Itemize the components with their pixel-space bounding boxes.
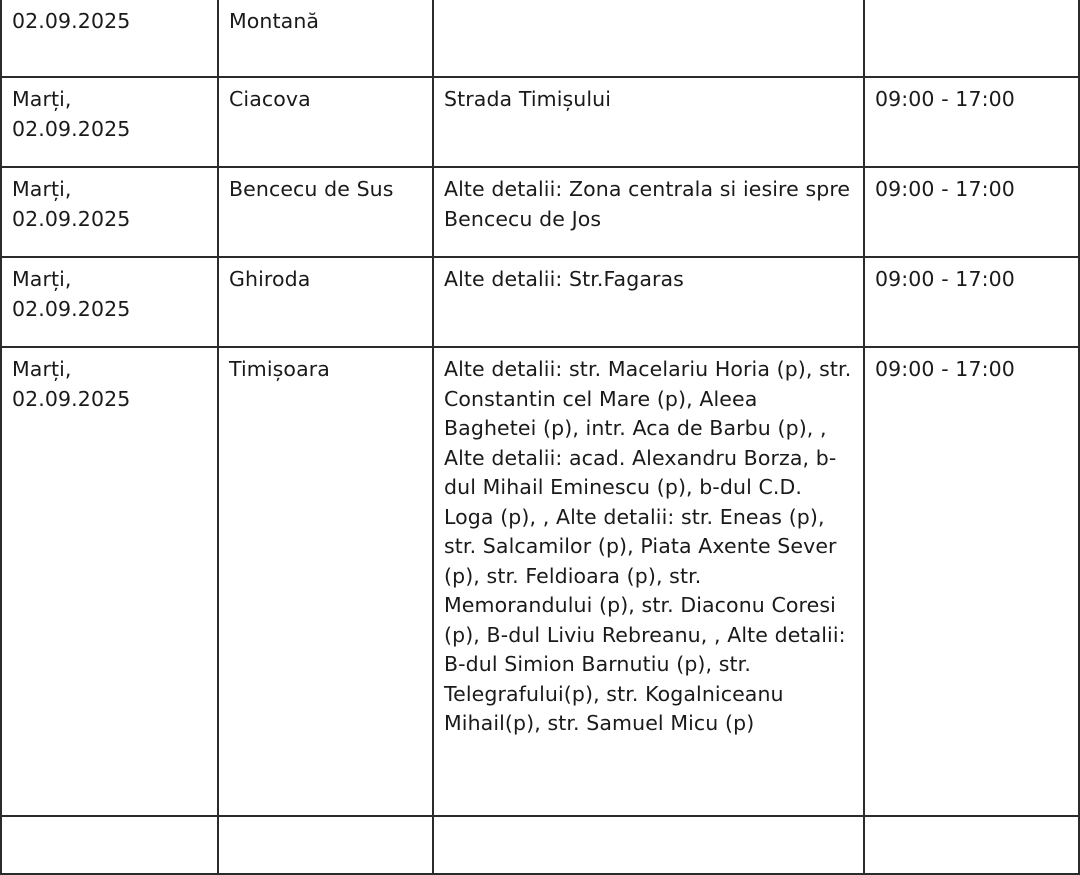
date-cell (1, 816, 218, 874)
locality-cell: Ghiroda (218, 257, 433, 347)
interval-cell (864, 816, 1079, 874)
interval-cell (864, 0, 1079, 77)
weekday-label: Marți, (12, 87, 72, 111)
weekday-label: Marți, (12, 357, 72, 381)
weekday-label: Marți, (12, 267, 72, 291)
date-value: 02.09.2025 (12, 116, 131, 141)
date-cell (1, 257, 218, 347)
date-cell (1, 77, 218, 167)
interval-cell: 09:00 - 17:00 (864, 167, 1079, 257)
details-cell: Alte detalii: Zona centrala si iesire spre Bencecu de Jos (433, 167, 864, 257)
locality-cell: Ciacova (218, 77, 433, 167)
date-value: 02.09.2025 (12, 9, 131, 33)
date-cell (1, 347, 218, 816)
locality-cell (218, 816, 433, 874)
interval-cell: 09:00 - 17:00 (864, 77, 1079, 167)
date-value: 02.09.2025 (12, 386, 131, 411)
locality-cell: Montană (218, 0, 433, 77)
table-row (1, 0, 1079, 77)
details-cell: Strada Timișului (433, 77, 864, 167)
table-row (1, 347, 1079, 816)
interval-cell: 09:00 - 17:00 (864, 257, 1079, 347)
table-row (1, 167, 1079, 257)
locality-cell: Timișoara (218, 347, 433, 816)
weekday-label: Marți, (12, 177, 72, 201)
date-cell (1, 0, 218, 77)
table-row (1, 816, 1079, 874)
details-cell (433, 0, 864, 77)
date-value: 02.09.2025 (12, 206, 131, 231)
date-cell (1, 167, 218, 257)
interval-cell: 09:00 - 17:00 (864, 347, 1079, 816)
table-row (1, 257, 1079, 347)
details-cell: Alte detalii: str. Macelariu Horia (p), str. Constantin cel Mare (p), Aleea Baghetei (p), intr. Aca de Barbu (p), , Alte detalii: acad. Alexandru Borza, b-dul Mihail Eminescu (p), b-dul C.D. Loga (p), , Alte detalii: str. Eneas (p), str. Salcamilor (p), Piata Axente Sever (p), str. Feldioara (p), str. Memorandului (p), str. Diaconu Coresi (p), B-dul Liviu Rebreanu, , Alte detalii: B-dul Simion Barnutiu (p), str. Telegrafului(p), str. Kogalniceanu Mihail(p), str. Samuel Micu (p) (433, 347, 864, 816)
table-row (1, 77, 1079, 167)
date-value: 02.09.2025 (12, 296, 131, 321)
locality-cell: Bencecu de Sus (218, 167, 433, 257)
details-cell: Alte detalii: Str.Fagaras (433, 257, 864, 347)
details-cell (433, 816, 864, 874)
